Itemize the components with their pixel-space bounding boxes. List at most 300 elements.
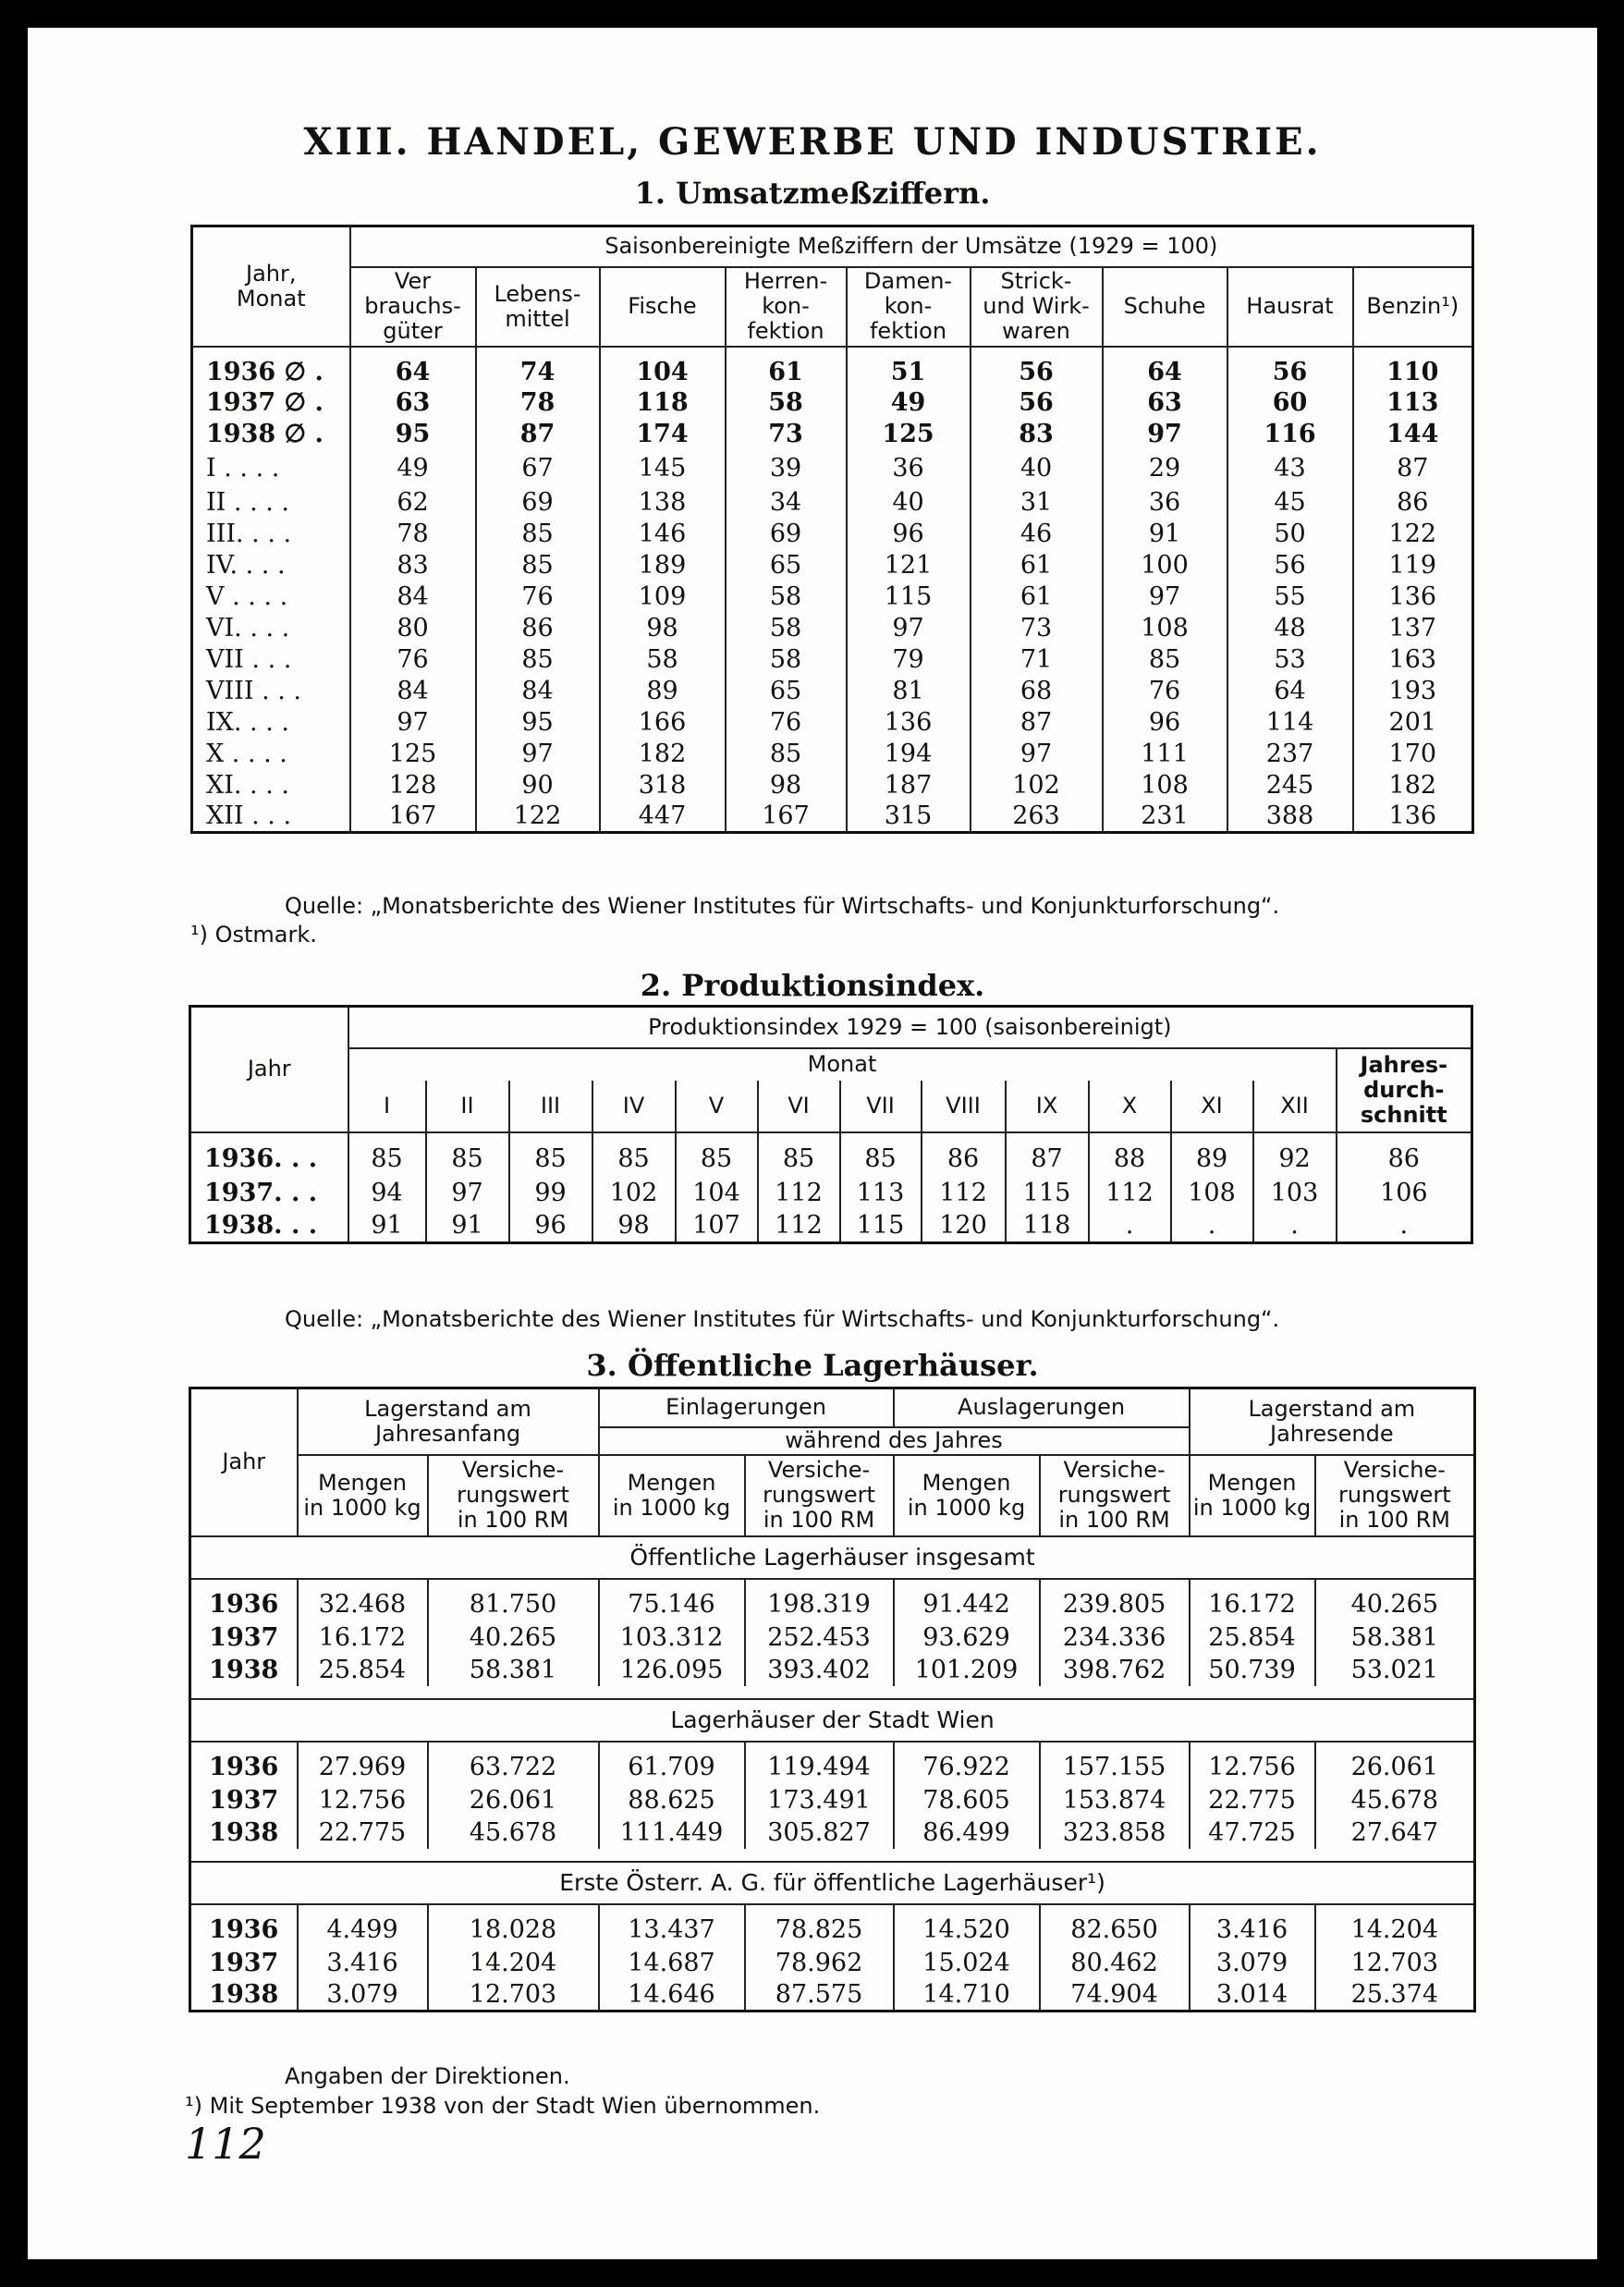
table-cell: 29 (1103, 450, 1227, 487)
s3-inflows-header: Einlagerungen (599, 1388, 894, 1427)
table-cell: 3.079 (1190, 1947, 1315, 1979)
table-cell: 16.172 (1190, 1579, 1315, 1621)
s3-subsection-row (190, 1699, 1475, 1742)
table-row (190, 1784, 1475, 1816)
table-cell: 12.756 (298, 1784, 428, 1816)
table-cell: 45.678 (1350, 1785, 1439, 1815)
s3-value-header: Versiche- rungswert in 100 RM (428, 1455, 599, 1536)
table-cell: 116 (1227, 419, 1353, 450)
table-cell: 43 (1227, 450, 1353, 487)
table-cell: 231 (1103, 801, 1227, 833)
table-cell: 12.703 (1350, 1948, 1439, 1977)
section-3-title: 3. Öffentliche Lagerhäuser. (586, 1348, 1039, 1383)
s2-month-header: I (348, 1081, 426, 1132)
s2-month-group-header: Monat (348, 1048, 1337, 1081)
table-cell: . (1253, 1210, 1337, 1243)
s3-source: Angaben der Direktionen. (285, 2063, 570, 2089)
table-cell: 91.442 (894, 1579, 1040, 1621)
table-cell: 76 (476, 581, 600, 613)
table-cell: 87 (1006, 1132, 1089, 1177)
s3-opening-stock-header: Lagerstand am Jahresanfang (298, 1388, 599, 1455)
table-cell: 115 (1006, 1177, 1089, 1210)
s1-col-header: Fische (600, 267, 726, 347)
table-cell: 85 (476, 644, 600, 676)
table-cell: 182 (600, 739, 726, 770)
table-row (192, 419, 1473, 450)
table-cell: 97 (847, 613, 971, 644)
row-label: 1936 ∅ . (192, 347, 350, 387)
table-row (192, 739, 1473, 770)
s1-col-header: Lebens- mittel (476, 267, 600, 347)
s2-month-header: III (509, 1081, 592, 1132)
table-cell: 81.750 (428, 1579, 599, 1621)
s1-col-header: Ver brauchs- güter (350, 267, 476, 347)
table-cell: 45.678 (428, 1816, 599, 1849)
table-cell: 25.854 (298, 1654, 428, 1686)
table-cell: 104 (600, 347, 726, 387)
row-label: 1937 (190, 1621, 298, 1654)
table-cell: 53 (1227, 644, 1353, 676)
table-row (190, 1579, 1475, 1621)
table-cell: 56 (971, 347, 1103, 387)
table-cell: 60 (1227, 387, 1353, 419)
s1-col-header: Strick- und Wirk- waren (971, 267, 1103, 347)
table-cell: 76.922 (894, 1742, 1040, 1784)
s3-value-header: Versiche- rungswert in 100 RM (1040, 1455, 1190, 1536)
row-label: II . . . . (192, 487, 350, 519)
table-cell: 118 (1006, 1210, 1089, 1243)
table-cell: 58 (726, 613, 847, 644)
row-label: XI. . . . (192, 770, 350, 801)
table-cell: 245 (1227, 770, 1353, 801)
table-cell: 85 (676, 1132, 758, 1177)
table-cell: 12.756 (1190, 1742, 1315, 1784)
s2-month-header: II (426, 1081, 509, 1132)
table-cell: 4.499 (298, 1904, 428, 1947)
table-cell: 84 (350, 676, 476, 707)
table-cell: 58 (726, 581, 847, 613)
table-cell: 120 (922, 1210, 1006, 1243)
table-cell: 94 (348, 1177, 426, 1210)
s1-footnote: ¹) Ostmark. (190, 922, 317, 948)
s2-group-header: Produktionsindex 1929 = 100 (saisonbereinigt) (348, 1007, 1472, 1048)
table-cell: 56 (1227, 347, 1353, 387)
row-label: 1938 (190, 1979, 298, 2012)
table-cell: 112 (758, 1210, 840, 1243)
table-cell: 115 (847, 581, 971, 613)
s3-quantity-header: Mengen in 1000 kg (298, 1455, 428, 1536)
table-cell: 67 (476, 450, 600, 487)
table-cell: 113 (840, 1177, 922, 1210)
table-cell: 122 (1388, 520, 1437, 548)
s1-col-header: Damen- kon- fektion (847, 267, 971, 347)
table-cell: 106 (1380, 1179, 1428, 1207)
table-cell: 119.494 (745, 1742, 894, 1784)
section-1-title: 1. Umsatzmeßziffern. (634, 176, 991, 211)
s2-month-header: X (1089, 1081, 1171, 1132)
s2-corner-header: Jahr (190, 1007, 348, 1132)
s3-subsection-title: Lagerhäuser der Stadt Wien (190, 1699, 1475, 1742)
table-cell: 88 (1089, 1132, 1171, 1177)
table-cell: 32.468 (298, 1579, 428, 1621)
table-cell: 145 (600, 450, 726, 487)
table-row (190, 1947, 1475, 1979)
s3-subsection-row (190, 1862, 1475, 1904)
table-cell: 97 (426, 1177, 509, 1210)
table-cell: 163 (1388, 645, 1437, 674)
table-cell: 80 (350, 613, 476, 644)
table-cell: 85 (509, 1132, 592, 1177)
table-cell: 61 (971, 550, 1103, 581)
table-cell: 61 (726, 347, 847, 387)
table-cell: 153.874 (1040, 1784, 1190, 1816)
row-label: 1938 (190, 1654, 298, 1686)
table-cell: 95 (350, 419, 476, 450)
table-row (192, 644, 1473, 676)
table-row (192, 613, 1473, 644)
table-cell: 69 (476, 487, 600, 519)
table-cell: 91 (348, 1210, 426, 1243)
table-cell: 88.625 (599, 1784, 745, 1816)
table-row (192, 801, 1473, 833)
table-cell: 27.969 (298, 1742, 428, 1784)
table-cell: 62 (350, 487, 476, 519)
table-cell: 252.453 (745, 1621, 894, 1654)
table-cell: 125 (350, 739, 476, 770)
table-cell: 108 (1103, 613, 1227, 644)
s2-source: Quelle: „Monatsberichte des Wiener Institutes für Wirtschafts- und Konjunkturforschung“. (285, 1306, 1280, 1332)
table-cell: 92 (1253, 1132, 1337, 1177)
section-2-title: 2. Produktionsindex. (640, 968, 985, 1003)
table-cell: 85 (726, 739, 847, 770)
s3-spacer-row (190, 1849, 1475, 1862)
table-cell: 76 (726, 707, 847, 739)
table-cell: 39 (726, 450, 847, 487)
table-cell: 55 (1227, 581, 1353, 613)
table-cell: 79 (847, 644, 971, 676)
table-cell: 234.336 (1040, 1621, 1190, 1654)
table-cell: 100 (1103, 550, 1227, 581)
table-cell: 45 (1227, 487, 1353, 519)
table-cell: 80.462 (1040, 1947, 1190, 1979)
table-cell: 174 (600, 419, 726, 450)
table-cell: 91 (426, 1210, 509, 1243)
table-cell: 71 (971, 644, 1103, 676)
table-cell: 47.725 (1190, 1816, 1315, 1849)
table-row (190, 1132, 1472, 1177)
table-cell: 128 (350, 770, 476, 801)
table-cell: 50.739 (1190, 1654, 1315, 1686)
table-row (192, 387, 1473, 419)
s1-corner-header: Jahr, Monat (192, 226, 350, 347)
table-cell: 87 (971, 707, 1103, 739)
s3-outflows-header: Auslagerungen (894, 1388, 1190, 1427)
table-row (192, 550, 1473, 581)
table-cell: 14.687 (599, 1947, 745, 1979)
table-cell: 58.381 (428, 1654, 599, 1686)
table-cell: 69 (726, 519, 847, 550)
table-row (192, 347, 1473, 387)
table-cell: 237 (1227, 739, 1353, 770)
table-cell: 104 (676, 1177, 758, 1210)
table-cell: 34 (726, 487, 847, 519)
table-cell: 78 (350, 519, 476, 550)
s3-subsection-title: Erste Österr. A. G. für öffentliche Lagerhäuser¹) (190, 1862, 1475, 1904)
table-cell: 103 (1253, 1177, 1337, 1210)
table-cell: 83 (971, 419, 1103, 450)
table-cell: 12.703 (428, 1979, 599, 2012)
table-cell: 136 (1388, 582, 1437, 611)
s1-col-header: Benzin¹) (1353, 267, 1473, 347)
table-cell: 65 (726, 550, 847, 581)
table-row (190, 1904, 1475, 1947)
table-cell: 36 (847, 450, 971, 487)
table-cell: 126.095 (599, 1654, 745, 1686)
table-cell: 31 (971, 487, 1103, 519)
table-cell: 167 (726, 801, 847, 833)
table-cell: 110 (1386, 357, 1439, 386)
s3-subsection-title: Öffentliche Lagerhäuser insgesamt (190, 1536, 1475, 1579)
s2-month-header: V (676, 1081, 758, 1132)
table-row (190, 1979, 1475, 2012)
row-label: 1937 (190, 1784, 298, 1816)
table-cell: 87.575 (745, 1979, 894, 2012)
table-cell: 96 (509, 1210, 592, 1243)
table-row (192, 581, 1473, 613)
table-cell: 84 (350, 581, 476, 613)
table-row (192, 519, 1473, 550)
table-cell: . (1089, 1210, 1171, 1243)
table-cell: 187 (847, 770, 971, 801)
row-label: 1936 (190, 1579, 298, 1621)
table-cell: 25.854 (1190, 1621, 1315, 1654)
s2-average-header: Jahres- durch- schnitt (1337, 1048, 1472, 1132)
table-cell: 61 (971, 581, 1103, 613)
table-cell: 40 (847, 487, 971, 519)
table-cell: 48 (1227, 613, 1353, 644)
table-cell: 58 (600, 644, 726, 676)
row-label: X . . . . (192, 739, 350, 770)
table-cell: 189 (600, 550, 726, 581)
table-cell: 74 (476, 347, 600, 387)
s2-month-header: VIII (922, 1081, 1006, 1132)
table-cell: 14.520 (894, 1904, 1040, 1947)
table-cell: 136 (847, 707, 971, 739)
table-cell: 136 (1388, 801, 1437, 831)
table-cell: 98 (600, 613, 726, 644)
table-cell: 40 (971, 450, 1103, 487)
s2-month-header: XI (1171, 1081, 1253, 1132)
table-cell: 113 (1386, 388, 1439, 417)
produktionsindex-table (189, 1005, 1473, 1244)
table-cell: 99 (509, 1177, 592, 1210)
s3-value-header: Versiche- rungswert in 100 RM (745, 1455, 894, 1536)
table-cell: 193 (1388, 677, 1437, 705)
table-cell: 14.646 (599, 1979, 745, 2012)
table-cell: 157.155 (1040, 1742, 1190, 1784)
table-cell: 144 (1386, 420, 1439, 448)
table-cell: 56 (1227, 550, 1353, 581)
row-label: 1937 (190, 1947, 298, 1979)
page (28, 28, 1597, 2259)
table-cell: 97 (476, 739, 600, 770)
table-row (190, 1742, 1475, 1784)
table-cell: 315 (847, 801, 971, 833)
table-cell: 22.775 (1190, 1784, 1315, 1816)
table-row (190, 1177, 1472, 1210)
table-cell: 3.416 (1190, 1904, 1315, 1947)
table-cell: 97 (1103, 581, 1227, 613)
table-cell: 263 (971, 801, 1103, 833)
table-cell: 86 (476, 613, 600, 644)
table-cell: 98 (592, 1210, 676, 1243)
table-cell: 82.650 (1040, 1904, 1190, 1947)
table-cell: 114 (1227, 707, 1353, 739)
table-cell: 125 (847, 419, 971, 450)
table-cell: 85 (758, 1132, 840, 1177)
table-cell: 53.021 (1350, 1655, 1439, 1684)
table-cell: 81 (847, 676, 971, 707)
table-cell: 398.762 (1040, 1654, 1190, 1686)
table-cell: 112 (758, 1177, 840, 1210)
table-cell: 63.722 (428, 1742, 599, 1784)
table-cell: 36 (1103, 487, 1227, 519)
s1-source: Quelle: „Monatsberichte des Wiener Institutes für Wirtschafts- und Konjunkturforschung“. (285, 893, 1280, 919)
table-cell: 108 (1171, 1177, 1253, 1210)
table-cell: 74.904 (1040, 1979, 1190, 2012)
table-cell: 173.491 (745, 1784, 894, 1816)
table-cell: 85 (348, 1132, 426, 1177)
table-cell: 83 (350, 550, 476, 581)
table-cell: . (1171, 1210, 1253, 1243)
table-row (192, 487, 1473, 519)
table-cell: 137 (1388, 614, 1437, 642)
table-cell: 84 (476, 676, 600, 707)
s3-quantity-header: Mengen in 1000 kg (1190, 1455, 1315, 1536)
table-cell: . (1399, 1211, 1409, 1241)
table-cell: 108 (1103, 770, 1227, 801)
table-cell: 182 (1388, 771, 1437, 800)
table-cell: 305.827 (745, 1816, 894, 1849)
table-row (190, 1654, 1475, 1686)
table-cell: 96 (847, 519, 971, 550)
s1-col-header: Herren- kon- fektion (726, 267, 847, 347)
table-cell: 27.647 (1350, 1817, 1439, 1847)
table-cell: 61.709 (599, 1742, 745, 1784)
table-cell: 14.204 (1350, 1914, 1439, 1944)
table-cell: 18.028 (428, 1904, 599, 1947)
table-cell: 122 (476, 801, 600, 833)
table-cell: 75.146 (599, 1579, 745, 1621)
lagerhaeuser-table (189, 1387, 1476, 2012)
page-number: 112 (185, 2119, 266, 2169)
table-cell: 201 (1388, 708, 1437, 737)
table-cell: 15.024 (894, 1947, 1040, 1979)
table-cell: 13.437 (599, 1904, 745, 1947)
table-cell: 118 (600, 387, 726, 419)
table-cell: 64 (1103, 347, 1227, 387)
table-cell: 40.265 (1350, 1589, 1439, 1619)
table-cell: 170 (1388, 740, 1437, 768)
table-cell: 58.381 (1350, 1622, 1439, 1652)
table-cell: 49 (350, 450, 476, 487)
table-row (190, 1816, 1475, 1849)
row-label: VIII . . . (192, 676, 350, 707)
row-label: 1936 (190, 1904, 298, 1947)
table-cell: 3.014 (1190, 1979, 1315, 2012)
table-cell: 121 (847, 550, 971, 581)
table-cell: 85 (476, 519, 600, 550)
s1-col-header: Hausrat (1227, 267, 1353, 347)
row-label: V . . . . (192, 581, 350, 613)
table-cell: 111 (1103, 739, 1227, 770)
table-cell: 90 (476, 770, 600, 801)
table-cell: 46 (971, 519, 1103, 550)
row-label: III. . . . (192, 519, 350, 550)
table-cell: 26.061 (1350, 1752, 1439, 1781)
s3-value-header: Versiche- rungswert in 100 RM (1315, 1455, 1475, 1536)
table-cell: 138 (600, 487, 726, 519)
row-label: I . . . . (192, 450, 350, 487)
umsatz-table (190, 225, 1474, 834)
table-cell: 78.962 (745, 1947, 894, 1979)
table-cell: 166 (600, 707, 726, 739)
table-row (190, 1210, 1472, 1243)
table-cell: 26.061 (428, 1784, 599, 1816)
table-cell: 102 (592, 1177, 676, 1210)
table-cell: 63 (1103, 387, 1227, 419)
table-cell: 65 (726, 676, 847, 707)
table-row (192, 676, 1473, 707)
s3-spacer (190, 1849, 1475, 1862)
row-label: 1938 (190, 1816, 298, 1849)
table-cell: 146 (600, 519, 726, 550)
table-cell: 58 (726, 644, 847, 676)
table-cell: 93.629 (894, 1621, 1040, 1654)
s2-month-header: VI (758, 1081, 840, 1132)
table-cell: 51 (847, 347, 971, 387)
table-cell: 78.605 (894, 1784, 1040, 1816)
table-cell: 97 (971, 739, 1103, 770)
table-cell: 64 (1227, 676, 1353, 707)
table-cell: 14.710 (894, 1979, 1040, 2012)
row-label: VII . . . (192, 644, 350, 676)
table-cell: 76 (1103, 676, 1227, 707)
s3-closing-stock-header: Lagerstand am Jahresende (1248, 1395, 1416, 1447)
s3-quantity-header: Mengen in 1000 kg (599, 1455, 745, 1536)
table-cell: 97 (1103, 419, 1227, 450)
table-cell: 388 (1227, 801, 1353, 833)
table-cell: 3.416 (298, 1947, 428, 1979)
table-cell: 68 (971, 676, 1103, 707)
table-cell: 85 (1103, 644, 1227, 676)
row-label: 1938 ∅ . (192, 419, 350, 450)
s3-during-year-header: während des Jahres (599, 1427, 1190, 1455)
s2-month-header: IV (592, 1081, 676, 1132)
table-cell: 56 (971, 387, 1103, 419)
table-cell: 87 (476, 419, 600, 450)
table-cell: 50 (1227, 519, 1353, 550)
table-cell: 25.374 (1350, 1979, 1439, 2009)
table-cell: 393.402 (745, 1654, 894, 1686)
table-cell: 78.825 (745, 1904, 894, 1947)
table-cell: 86 (1397, 488, 1429, 517)
table-cell: 107 (676, 1210, 758, 1243)
row-label: VI. . . . (192, 613, 350, 644)
table-cell: 167 (350, 801, 476, 833)
table-cell: 112 (922, 1177, 1006, 1210)
table-cell: 97 (350, 707, 476, 739)
